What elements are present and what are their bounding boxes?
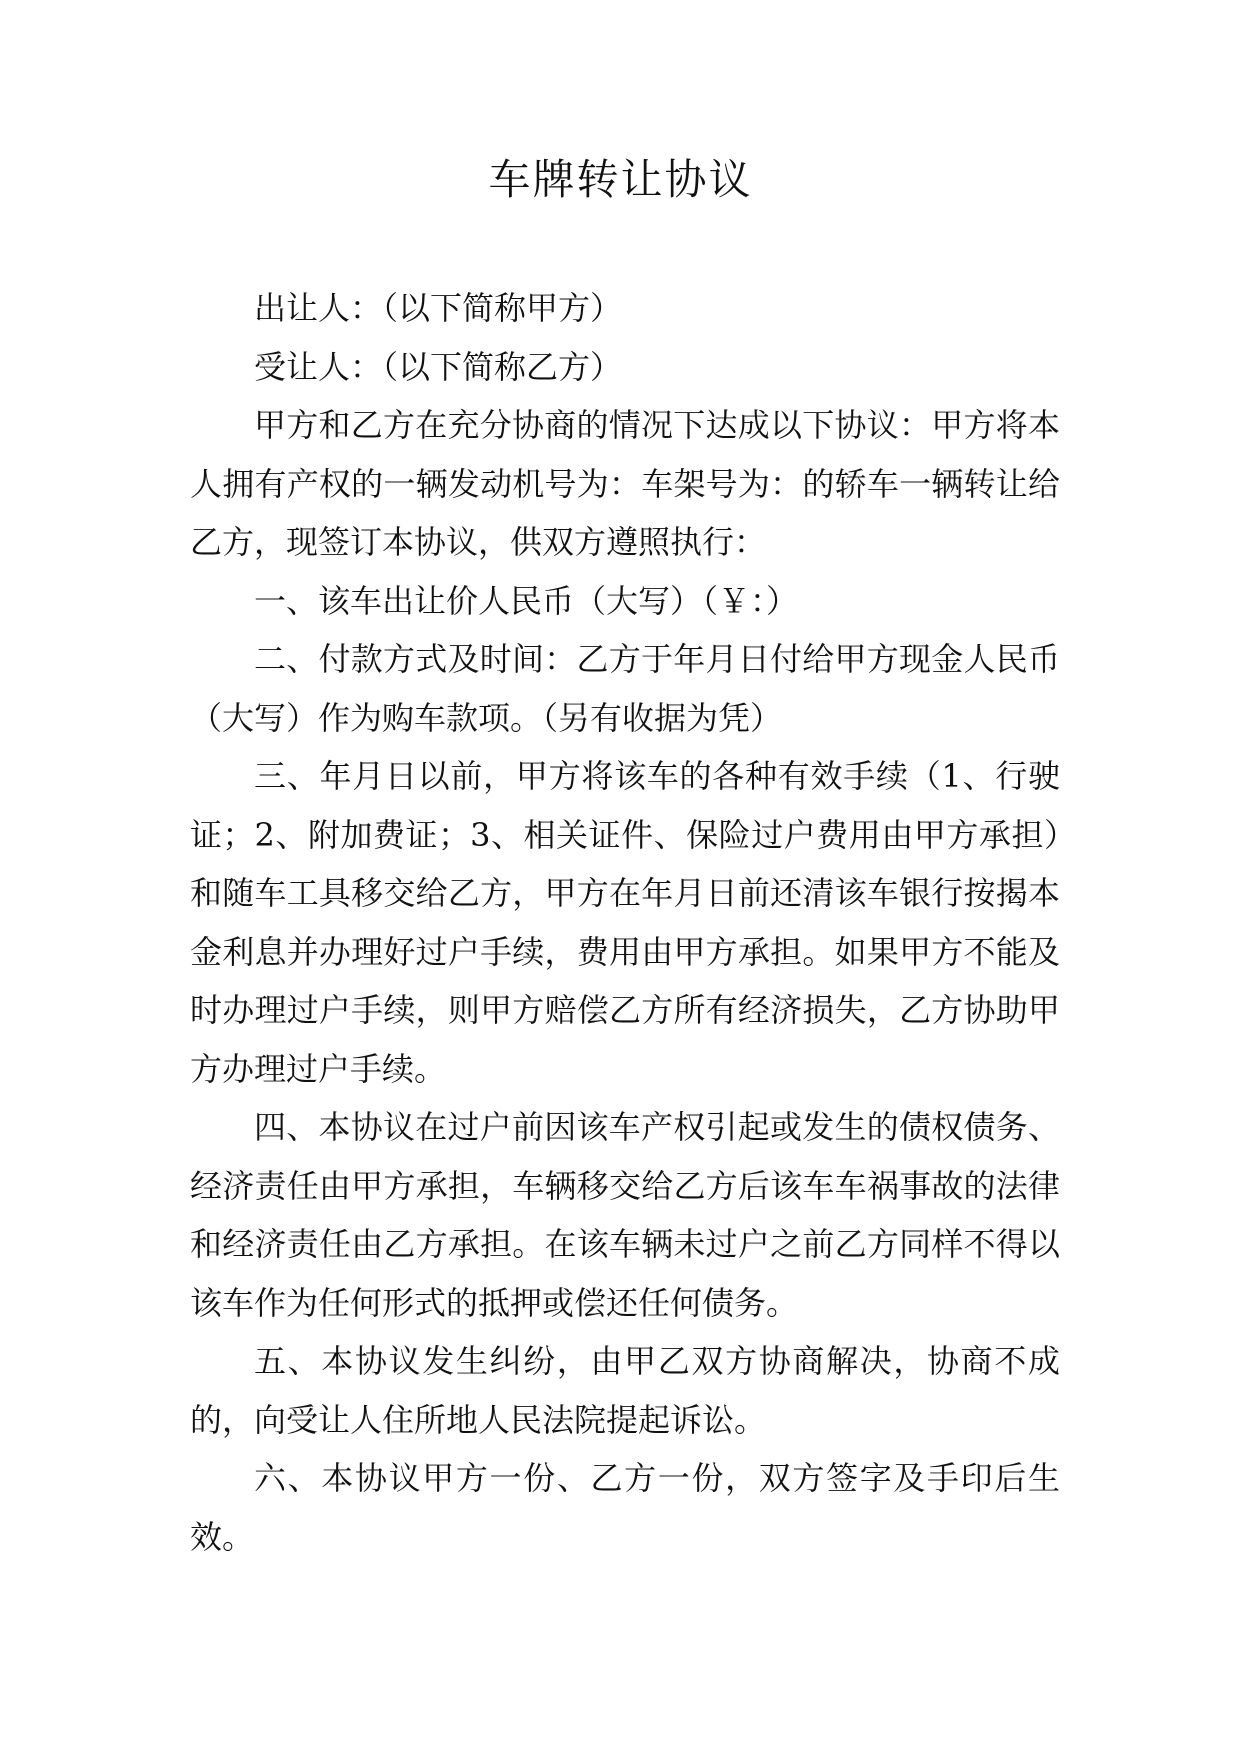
clause-3-handover: 三、年月日以前，甲方将该车的各种有效手续（1、行驶证；2、附加费证；3、相关证件、保险过户费用由甲方承担）和随车工具移交给乙方，甲方在年月日前还清该车银行按揭本金利息并办理好过户手续，费用由甲方承担。如果甲方不能及时办理过户手续，则甲方赔偿乙方所有经济损失，乙方协助甲方办理过户手续。 [190, 757, 1060, 1088]
clause-6-copies: 六、本协议甲方一份、乙方一份，双方签字及手印后生效。 [190, 1459, 1060, 1556]
clause-5-disputes: 五、本协议发生纠纷，由甲乙双方协商解决，协商不成的，向受让人住所地人民法院提起诉讼。 [190, 1342, 1060, 1439]
agreement-intro: 甲方和乙方在充分协商的情况下达成以下协议：甲方将本人拥有产权的一辆发动机号为：车架号为：的轿车一辆转让给乙方，现签订本协议，供双方遵照执行： [190, 406, 1060, 561]
document-title: 车牌转让协议 [488, 155, 753, 204]
clause-2-payment: 二、付款方式及时间：乙方于年月日付给甲方现金人民币（大写）作为购车款项。（另有收据为凭） [190, 640, 1060, 737]
buyer-line: 受让人：（以下简称乙方） [254, 347, 623, 386]
clause-1-price: 一、该车出让价人民币（大写）（￥：） [254, 581, 799, 620]
document-body [190, 279, 1060, 1566]
clause-4-liability: 四、本协议在过户前因该车产权引起或发生的债权债务、经济责任由甲方承担，车辆移交给乙方后该车车祸事故的法律和经济责任由乙方承担。在该车辆未过户之前乙方同样不得以该车作为任何形式的抵押或偿还任何债务。 [190, 1108, 1060, 1322]
seller-line: 出让人：（以下简称甲方） [254, 289, 623, 327]
